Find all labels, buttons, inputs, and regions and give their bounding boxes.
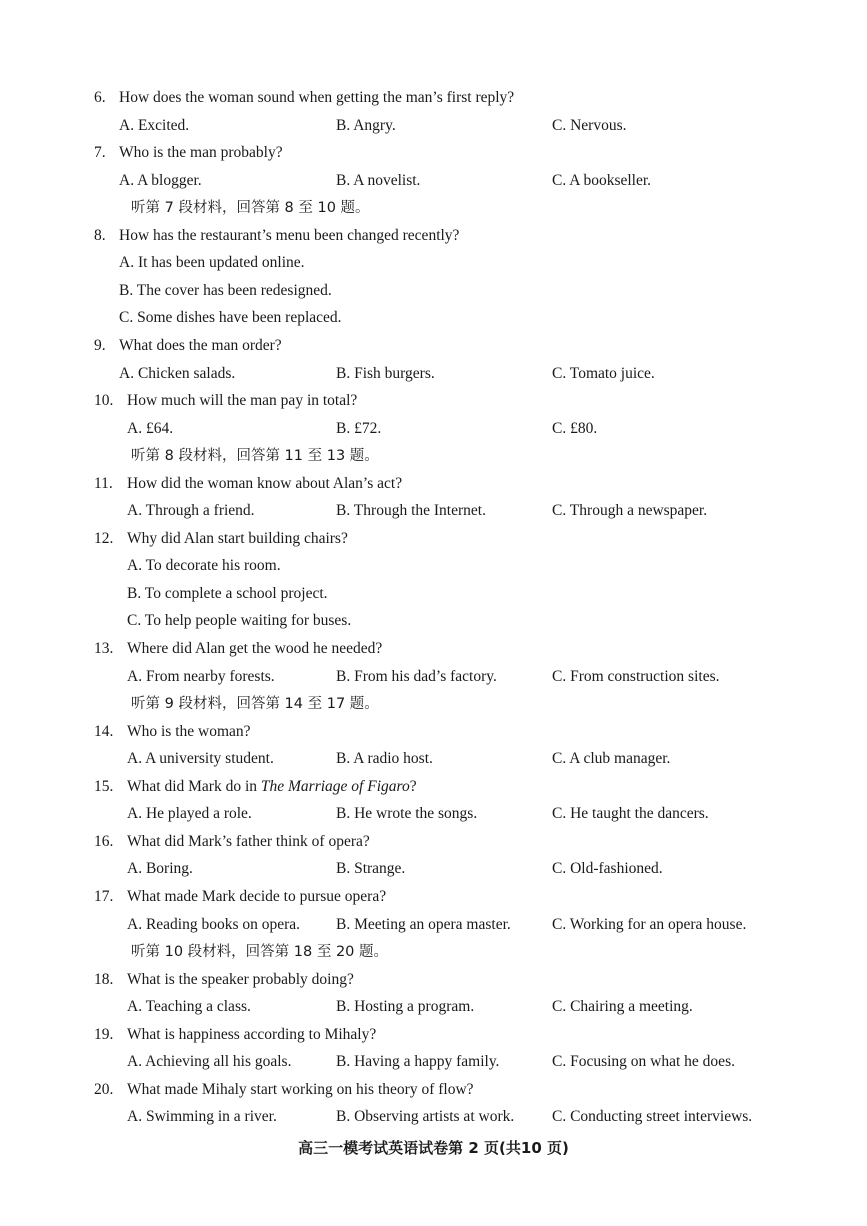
question-text: How has the restaurant’s menu been changed recently?: [119, 226, 460, 244]
options-row: [0, 114, 867, 138]
question-number: 15.: [94, 777, 114, 795]
section-instruction-text: 听第 8 段材料，回答第 11 至 13 题。: [131, 448, 379, 465]
option: C. Some dishes have been replaced.: [119, 309, 342, 327]
section-instruction: [0, 196, 867, 220]
options-row: [0, 362, 867, 386]
option-row: [0, 609, 867, 633]
option: B. To complete a school project.: [127, 584, 328, 602]
question-text: What is the speaker probably doing?: [127, 970, 354, 988]
question-row: [0, 830, 867, 854]
option: B. The cover has been redesigned.: [119, 281, 332, 299]
option-a: A. A university student.: [127, 750, 274, 768]
question-row: [0, 389, 867, 413]
option-b: B. From his dad’s factory.: [336, 667, 497, 685]
question-number: 10.: [94, 392, 114, 410]
option-row: [0, 279, 867, 303]
work-title: The Marriage of Figaro: [260, 777, 410, 795]
option-c: C. Conducting street interviews.: [552, 1108, 753, 1126]
option-c: C. £80.: [552, 419, 598, 437]
option-c: C. Focusing on what he does.: [552, 1053, 735, 1071]
question-text: How did the woman know about Alan’s act?: [127, 474, 403, 492]
options-row: [0, 747, 867, 771]
question-text: What does the man order?: [119, 336, 282, 354]
option-a: A. Swimming in a river.: [127, 1108, 277, 1126]
options-row: [0, 995, 867, 1019]
question-text: How does the woman sound when getting the man’s first reply?: [119, 89, 515, 106]
question-row: [0, 1023, 867, 1047]
question-row: [0, 1078, 867, 1102]
section-instruction: [0, 444, 867, 468]
question-text: Who is the man probably?: [119, 144, 283, 162]
options-row: [0, 802, 867, 826]
section-instruction: [0, 692, 867, 716]
option-c: C. Tomato juice.: [552, 364, 655, 382]
question-number: 11.: [94, 474, 113, 492]
options-row: [0, 169, 867, 193]
question-row: [0, 86, 867, 110]
option-a: A. Teaching a class.: [127, 998, 251, 1016]
question-number: 19.: [94, 1025, 114, 1043]
question-text: Where did Alan get the wood he needed?: [127, 640, 383, 657]
option-c: C. Nervous.: [552, 116, 627, 134]
question-number: 7.: [94, 144, 106, 162]
question-text: What made Mark decide to pursue opera?: [127, 887, 387, 905]
question-number: 8.: [94, 226, 106, 244]
option-a: A. Reading books on opera.: [127, 915, 301, 933]
question-row: [0, 527, 867, 551]
question-text: What did Mark do in The Marriage of Figaro?: [127, 777, 417, 795]
option-b: B. Meeting an opera master.: [336, 915, 511, 933]
option-row: [0, 251, 867, 275]
option-b: B. Through the Internet.: [336, 502, 486, 520]
question-text: Who is the woman?: [127, 722, 251, 740]
page-footer: 高三一模考试英语试卷第 2 页(共10 页): [298, 1139, 569, 1157]
option-c: C. Chairing a meeting.: [552, 998, 693, 1016]
question-text: How much will the man pay in total?: [127, 392, 358, 410]
option-a: A. Chicken salads.: [119, 364, 236, 382]
option-a: A. Achieving all his goals.: [127, 1053, 292, 1071]
question-row: [0, 141, 867, 165]
section-instruction-text: 听第 7 段材料，回答第 8 至 10 题。: [131, 200, 370, 217]
option-a: A. He played a role.: [127, 805, 252, 823]
option-a: A. Excited.: [119, 116, 190, 134]
option-c: C. He taught the dancers.: [552, 805, 709, 823]
question-row: [0, 472, 867, 496]
question-text: What did Mark’s father think of opera?: [127, 832, 370, 850]
question-row: [0, 885, 867, 909]
options-row: [0, 857, 867, 881]
option-b: B. Strange.: [336, 860, 406, 878]
option-c: C. Working for an opera house.: [552, 915, 747, 933]
options-row: [0, 665, 867, 689]
option-b: B. Having a happy family.: [336, 1053, 500, 1071]
section-instruction: [0, 940, 867, 964]
option-b: B. Fish burgers.: [336, 364, 435, 382]
option-row: [0, 582, 867, 606]
question-number: 18.: [94, 970, 114, 988]
question-row: [0, 968, 867, 992]
option-c: C. A club manager.: [552, 750, 671, 768]
question-number: 9.: [94, 336, 106, 354]
option-a: A. A blogger.: [119, 171, 202, 189]
question-number: 14.: [94, 722, 114, 740]
option-b: B. Hosting a program.: [336, 998, 475, 1016]
options-row: [0, 1050, 867, 1074]
question-row: [0, 224, 867, 248]
question-text: Why did Alan start building chairs?: [127, 529, 348, 547]
question-number: 20.: [94, 1080, 114, 1098]
question-text: What is happiness according to Mihaly?: [127, 1025, 377, 1043]
question-number: 16.: [94, 832, 114, 850]
option-a: A. £64.: [127, 419, 174, 437]
option-c: C. Through a newspaper.: [552, 502, 708, 520]
question-number: 6.: [94, 89, 106, 106]
option-a: A. Boring.: [127, 860, 193, 878]
question-text: What made Mihaly start working on his theory of flow?: [127, 1080, 474, 1098]
option: A. It has been updated online.: [119, 254, 305, 272]
option-a: A. Through a friend.: [127, 502, 255, 520]
question-number: 12.: [94, 529, 114, 547]
option-b: B. A novelist.: [336, 171, 421, 189]
options-row: [0, 417, 867, 441]
option-b: B. Angry.: [336, 116, 396, 134]
question-row: [0, 720, 867, 744]
section-instruction-text: 听第 9 段材料，回答第 14 至 17 题。: [131, 696, 379, 713]
question-row: [0, 775, 867, 799]
option-b: B. Observing artists at work.: [336, 1108, 515, 1126]
option-c: C. From construction sites.: [552, 667, 720, 685]
section-instruction-text: 听第 10 段材料，回答第 18 至 20 题。: [131, 944, 389, 961]
options-row: [0, 1105, 867, 1129]
option: C. To help people waiting for buses.: [127, 612, 352, 630]
option-b: B. He wrote the songs.: [336, 805, 478, 823]
options-row: [0, 499, 867, 523]
option-b: B. A radio host.: [336, 750, 433, 768]
question-number: 13.: [94, 640, 114, 657]
option-c: C. A bookseller.: [552, 171, 652, 189]
options-row: [0, 913, 867, 937]
option-row: [0, 554, 867, 578]
question-row: [0, 637, 867, 661]
option-a: A. From nearby forests.: [127, 667, 275, 685]
question-number: 17.: [94, 887, 114, 905]
option-c: C. Old-fashioned.: [552, 860, 663, 878]
option: A. To decorate his room.: [127, 557, 281, 575]
option-b: B. £72.: [336, 419, 382, 437]
option-row: [0, 306, 867, 330]
question-row: [0, 334, 867, 358]
